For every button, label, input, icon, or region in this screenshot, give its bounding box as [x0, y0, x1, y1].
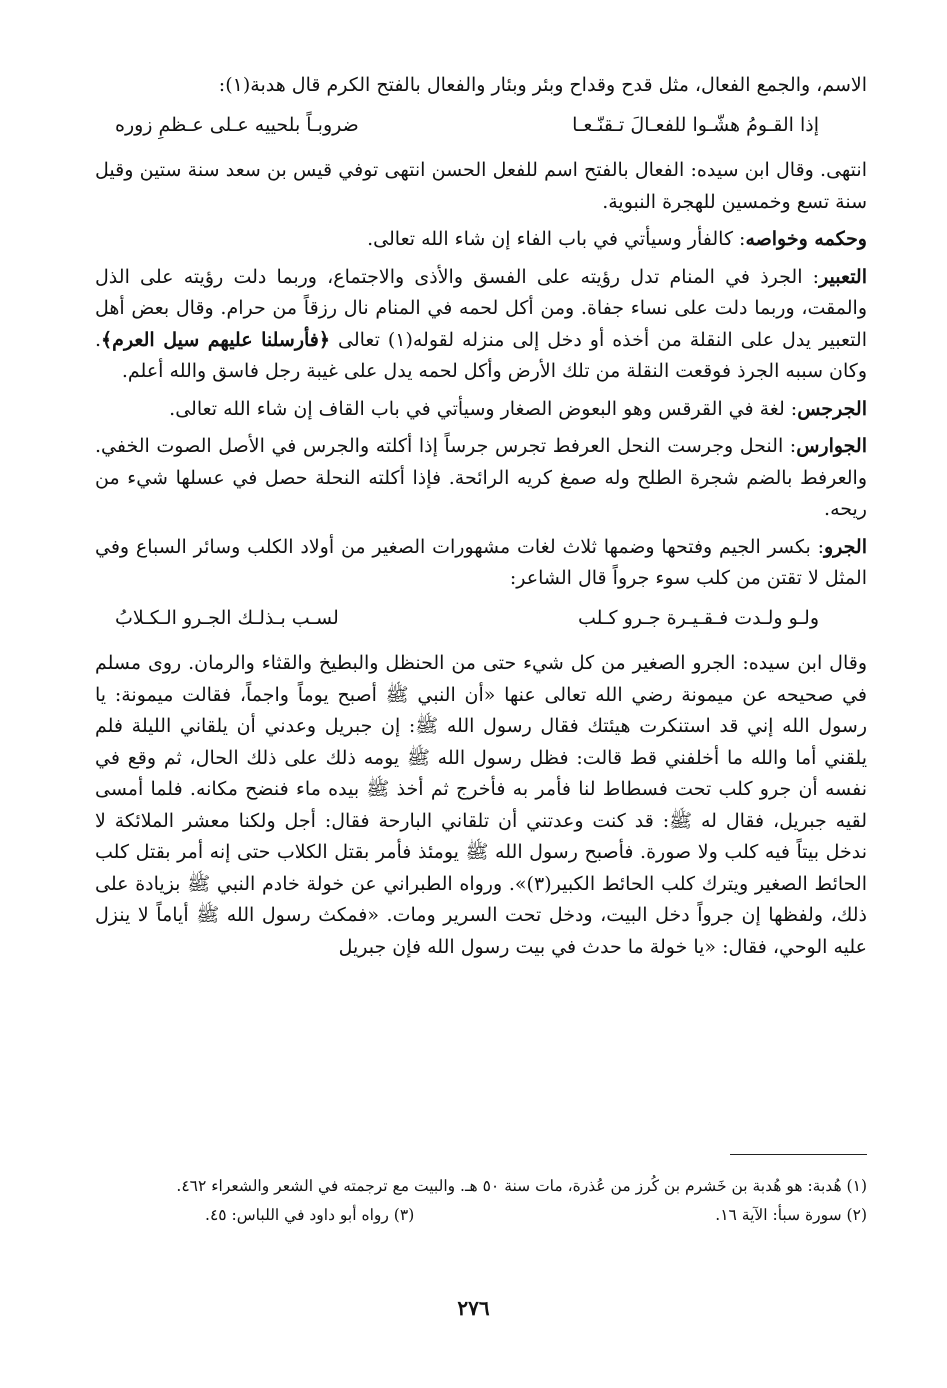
verse2-hemistich-second: لسـب بـذلـك الجـرو الـكـلابُ	[115, 606, 339, 629]
paragraph-hukm	[95, 224, 867, 256]
verse2-hemistich-first: ولـو ولـدت فـقـيـرة جـرو كـلب	[578, 606, 819, 629]
paragraph-ibn-sidah: انتهى. وقال ابن سيده: الفعال بالفتح اسم للفعل الحسن انتهى توفي قيس بن سعد سنة ستين وقيل سنة تسع وخمسين للهجرة النبوية.	[95, 159, 867, 213]
text-jarw: : بكسر الجيم وفتحها وضمها ثلاث لغات مشهورات الصغير من أولاد الكلب وسائر السباع وفي المثل لا تقتن من كلب سوء جرواً قال الشاعر:	[95, 535, 867, 589]
paragraph-tabir	[95, 262, 867, 388]
verse-poet	[95, 601, 867, 639]
term-hukm: وحكمه وخواصه	[745, 228, 867, 250]
paragraph-hadith: وقال ابن سيده: الجرو الصغير من كل شيء حتى من الحنظل والبطيخ والقثاء والرمان. روى مسلم في صحيحه عن ميمونة رضي الله تعالى عنها «أن النبي ﷺ أصبح يوماً واجماً، فقالت ميمونة: يا رسول الله إني قد استنكرت هيئتك فقال رسول الله ﷺ: إن جبريل وعدني أن يلقاني الليلة فلم يلقني أما والله ما أخلفني قط قالت: فظل رسول الله ﷺ يومه ذلك على ذلك الحال، ثم وقع في نفسه أن جرو كلب تحت فسطاط لنا فأمر به فأخرج ثم أخذ ﷺ بيده ماء فنضح مكانه. فلما أمسى لقيه جبريل، فقال له ﷺ: قد كنت وعدتني أن تلقاني البارحة فقال: أجل ولكنا معشر الملائكة لا ندخل بيتاً فيه كلب ولا صورة. فأصبح رسول الله ﷺ يومئذ فأمر بقتل الكلاب حتى إنه أمر بقتل كلب الحائط الصغير ويترك كلب الحائط الكبير(٣)». ورواه الطبراني عن خولة خادم النبي ﷺ بزيادة على ذلك، ولفظها إن جرواً دخل البيت، ودخل تحت السرير ومات. «فمكث رسول الله ﷺ أياماً لا ينزل عليه الوحي، فقال: «يا خولة ما حدث في بيت رسول الله فإن جبريل	[95, 652, 867, 958]
text-hukm: : كالفأر وسيأتي في باب الفاء إن شاء الله تعالى.	[367, 228, 746, 250]
footnote-1: (١) هُدبة: هو هُدبة بن خَشرم بن كُرز من عُذرة، مات سنة ٥٠ هـ. والبيت مع ترجمته في الشعر والشعراء ٤٦٢.	[176, 1177, 867, 1195]
text-jawaris: : النحل وجرست النحل العرفط تجرس جرساً إذا أكلته والجرس في الأصل الصوت الخفي. والعرفط بالضم شجرة الطلح وله صمغ كريه الرائحة. فإذا أكلته النحلة حصل في عسلها شيء من ريحه.	[95, 435, 867, 520]
footnote-3: (٣) رواه أبو داود في اللباس: ٤٥.	[205, 1206, 415, 1224]
verse-hudba	[95, 108, 867, 146]
footnotes	[95, 1172, 867, 1230]
footnote-2: (٢) سورة سبأ: الآية ١٦.	[715, 1206, 867, 1224]
verse-hemistich-first: إذا القـومُ هشّـوا للفعـالَ تـقنّـعـا	[572, 113, 819, 136]
page-number: ٢٧٦	[457, 1296, 490, 1320]
term-jarw: الجرو	[824, 535, 867, 558]
text-jarjas: : لغة في القرقس وهو البعوض الصغار وسيأتي في باب القاف إن شاء الله تعالى.	[169, 397, 798, 420]
term-jawaris: الجوارس	[796, 435, 867, 457]
text-tabir-a: : الجرذ في المنام تدل رؤيته على الفسق والأذى والاجتماع، وربما دلت رؤيته على الذل والمقت، وربما دلت على نساء جفاة. ومن أكل لحمه في المنام نال رزقاً من حرام. وقال بعض أهل التعبير يدل على النقلة من أخذه أو دخل إلى منزله لقوله(١) تعالى	[95, 265, 867, 351]
footnote-row	[95, 1201, 867, 1230]
footnote-divider	[730, 1154, 867, 1155]
term-jarjas: الجرجس	[797, 397, 867, 420]
paragraph-intro: الاسم، والجمع الفعال، مثل قدح وقداح وبئر وبئار والفعال بالفتح الكرم قال هدبة(١):	[218, 74, 867, 96]
paragraph-jawaris	[95, 431, 867, 526]
quran-ayah: ﴿فأرسلنا عليهم سيل العرم﴾	[101, 328, 331, 351]
term-tabir: التعبير	[819, 265, 867, 288]
paragraph-jarjas	[95, 394, 867, 426]
text-tabir-b: . وكان سببه الجرذ فوقعت النقلة من تلك الأرض وأكل لحمه يدل على غيبة رجل فاسق والله أعلم.	[95, 328, 867, 382]
page-body	[95, 70, 867, 969]
verse-hemistich-second: ضروبـاً بلحييه عـلى عـظمِ زوره	[115, 113, 359, 136]
paragraph-jarw	[95, 532, 867, 595]
